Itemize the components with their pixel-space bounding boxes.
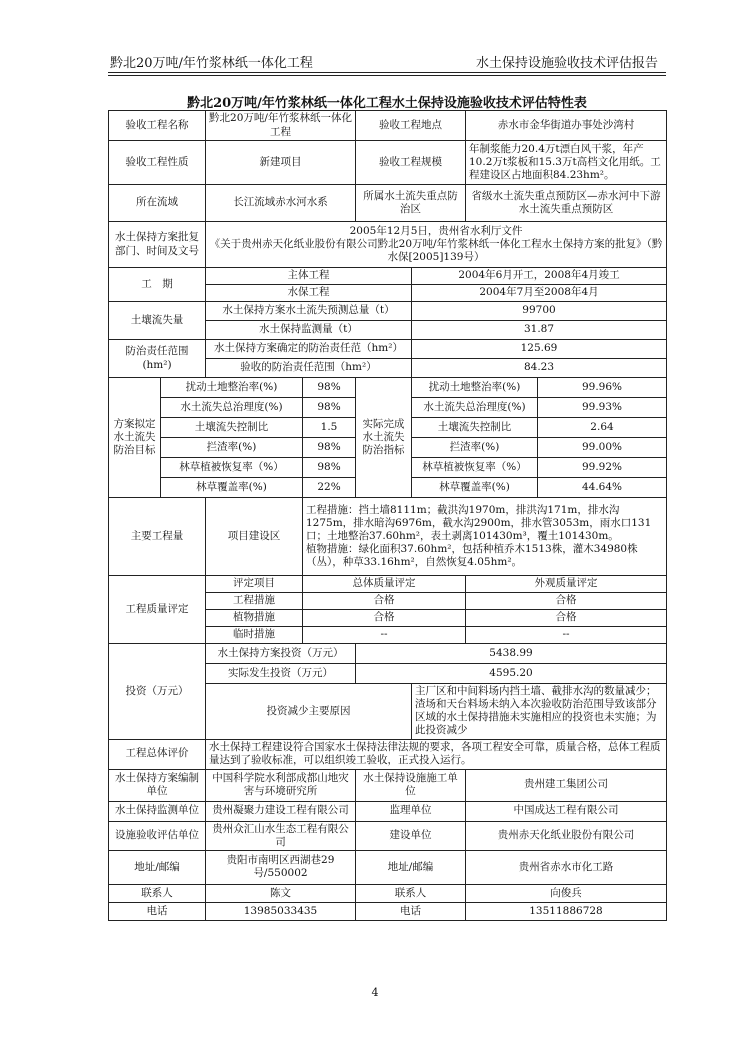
loss-pred-label: 水土保持方案水土流失预测总量（t）	[206, 302, 412, 321]
target-actual-value: 2.64	[538, 418, 667, 438]
table-row	[109, 498, 667, 576]
quality-overall: --	[303, 627, 466, 644]
supervise-value: 中国成达工程有限公司	[466, 801, 667, 821]
quantities-planting: 植物措施：绿化面积37.60hm²，包括种植乔木1513株，灌木34980株（丛），种草33.16hm²，自然恢复4.05hm²。	[306, 543, 638, 569]
assess-label: 设施验收评估单位	[109, 821, 206, 850]
quality-col-overall: 总体质量评定	[303, 576, 466, 593]
site-label: 验收工程地点	[356, 111, 466, 141]
quantities-engineering: 工程措施：挡土墙8111m；截洪沟1970m，排洪沟171m，排水沟1275m，排水暗沟6976m，截水沟2900m，排水管3053m，雨水口131口；土地整治37.60hm²，表土剥离101430m³，覆土101430m。	[306, 503, 652, 542]
basin-label: 所在流域	[109, 185, 206, 222]
approval-label: 水土保持方案批复部门、时间及文号	[109, 222, 206, 268]
table-row	[109, 302, 667, 321]
zone-value: 省级水土流失重点预防区—赤水河中下游水土流失重点预防区	[466, 185, 667, 222]
period-main-label: 主体工程	[206, 268, 412, 285]
target-plan-value: 98%	[303, 438, 356, 458]
builder-label: 建设单位	[356, 821, 466, 850]
target-name: 扰动土地整治率(%)	[161, 378, 303, 398]
evaluation-label: 工程总体评价	[109, 739, 206, 769]
resp-plan-value: 125.69	[412, 340, 667, 359]
assess-value: 贵州众汇山水生态工程有限公司	[206, 821, 356, 850]
supervise-label: 监理单位	[356, 801, 466, 821]
loss-mon-value: 31.87	[412, 321, 667, 340]
address-value: 贵阳市南明区西湖巷29号/550002	[206, 850, 356, 884]
target-actual-value: 44.64%	[538, 478, 667, 498]
contact-label: 联系人	[109, 884, 206, 902]
quality-appearance: 合格	[466, 610, 667, 627]
basin-value: 长江流域赤水河水系	[206, 185, 356, 222]
header-left-title: 黔北20万吨/年竹浆林纸一体化工程	[110, 56, 313, 71]
table-row	[109, 884, 667, 902]
quality-col-item: 评定项目	[206, 576, 303, 593]
table-row	[109, 222, 667, 268]
header-right-title: 水土保持设施验收技术评估报告	[475, 56, 658, 71]
contact2-label: 联系人	[356, 884, 466, 902]
period-main-value: 2004年6月开工，2008年4月竣工	[412, 268, 667, 285]
phone-value: 13985033435	[206, 902, 356, 920]
loss-pred-value: 99700	[412, 302, 667, 321]
resp-label: 防治责任范围(hm²)	[109, 340, 206, 378]
loss-label: 土壤流失量	[109, 302, 206, 340]
table-row	[109, 739, 667, 769]
header-rule	[108, 72, 666, 73]
nature-value: 新建项目	[206, 141, 356, 185]
target-plan-value: 98%	[303, 378, 356, 398]
table-row	[109, 111, 667, 141]
phone-label: 电话	[109, 902, 206, 920]
table-row	[109, 644, 667, 664]
quality-appearance: --	[466, 627, 667, 644]
characteristics-table	[108, 110, 667, 921]
target-plan-value: 22%	[303, 478, 356, 498]
monitor-value: 贵州凝聚力建设工程有限公司	[206, 801, 356, 821]
target-actual-value: 99.93%	[538, 398, 667, 418]
target-name: 林草植被恢复率（%）	[161, 458, 303, 478]
period-swc-value: 2004年7月至2008年4月	[412, 285, 667, 302]
target-name: 水土流失总治理度(%)	[161, 398, 303, 418]
approval-value	[206, 222, 667, 268]
quantities-value	[303, 498, 667, 576]
table-row	[109, 141, 667, 185]
name-label: 验收工程名称	[109, 111, 206, 141]
address2-value: 贵州省赤水市化工路	[466, 850, 667, 884]
target-name: 土壤流失控制比	[161, 418, 303, 438]
table-row	[109, 902, 667, 920]
quantities-label: 主要工程量	[109, 498, 206, 576]
loss-mon-label: 水土保持监测量（t）	[206, 321, 412, 340]
approval-line1: 2005年12月5日，贵州省水利厅文件	[349, 224, 523, 237]
target-plan-value: 98%	[303, 398, 356, 418]
quality-overall: 合格	[303, 593, 466, 610]
construct-unit-label: 水土保持设施施工单位	[356, 769, 466, 801]
phone2-label: 电话	[356, 902, 466, 920]
quality-item: 工程措施	[206, 593, 303, 610]
targets-actual-label: 实际完成水土流失防治指标	[356, 378, 412, 498]
resp-acc-value: 84.23	[412, 359, 667, 378]
address-label: 地址/邮编	[109, 850, 206, 884]
target-plan-value: 1.5	[303, 418, 356, 438]
table-row	[109, 769, 667, 801]
investment-reason-value: 主厂区和中间料场内挡土墙、截排水沟的数量减少；渣场和天台料场未纳入本次验收防治范围导致该部分区域的水土保持措施未实施相应的投资也未实施；为此投资减少	[412, 684, 667, 740]
target-actual-value: 99.96%	[538, 378, 667, 398]
evaluation-value: 水土保持工程建设符合国家水土保持法律法规的要求，各项工程安全可靠，质量合格，总体工程质量达到了验收标准，可以组织竣工验收，正式投入运行。	[206, 739, 667, 769]
resp-acc-label: 验收的防治责任范围（hm²）	[206, 359, 412, 378]
investment-actual-label: 实际发生投资（万元）	[206, 664, 356, 684]
quality-col-appearance: 外观质量评定	[466, 576, 667, 593]
table-row	[109, 821, 667, 850]
header-rule-thin	[108, 75, 666, 76]
target-plan-value: 98%	[303, 458, 356, 478]
target-actual-value: 99.92%	[538, 458, 667, 478]
investment-reason-label: 投资减少主要原因	[206, 684, 412, 740]
target-actual-name: 土壤流失控制比	[412, 418, 538, 438]
investment-plan-value: 5438.99	[356, 644, 667, 664]
investment-label: 投资（万元）	[109, 644, 206, 740]
quality-appearance: 合格	[466, 593, 667, 610]
quality-overall: 合格	[303, 610, 466, 627]
quantities-area-label: 项目建设区	[206, 498, 303, 576]
period-swc-label: 水保工程	[206, 285, 412, 302]
quality-item: 植物措施	[206, 610, 303, 627]
target-name: 林草覆盖率(%)	[161, 478, 303, 498]
approval-line2: 《关于贵州赤天化纸业股份有限公司黔北20万吨/年竹浆林纸一体化工程水土保持方案的批复》（黔水保[2005]139号）	[209, 237, 663, 264]
target-actual-name: 水土流失总治理度(%)	[412, 398, 538, 418]
scale-label: 验收工程规模	[356, 141, 466, 185]
target-actual-name: 拦渣率(%)	[412, 438, 538, 458]
resp-plan-label: 水土保持方案确定的防治责任范（hm²）	[206, 340, 412, 359]
name-value: 黔北20万吨/年竹浆林纸一体化工程	[206, 111, 356, 141]
table-row	[109, 185, 667, 222]
table-row	[109, 576, 667, 593]
contact2-value: 向俊兵	[466, 884, 667, 902]
site-value: 赤水市金华街道办事处沙湾村	[466, 111, 667, 141]
table-title: 黔北20万吨/年竹浆林纸一体化工程水土保持设施验收技术评估特性表	[187, 96, 587, 111]
address2-label: 地址/邮编	[356, 850, 466, 884]
page-number: 4	[371, 986, 379, 999]
table-row	[109, 378, 667, 398]
targets-plan-label: 方案拟定水土流失防治目标	[109, 378, 161, 498]
contact-value: 陈文	[206, 884, 356, 902]
table-row	[109, 850, 667, 884]
table-row	[109, 268, 667, 285]
target-actual-value: 99.00%	[538, 438, 667, 458]
zone-label: 所属水土流失重点防治区	[356, 185, 466, 222]
builder-value: 贵州赤天化纸业股份有限公司	[466, 821, 667, 850]
plan-unit-label: 水土保持方案编制单位	[109, 769, 206, 801]
investment-actual-value: 4595.20	[356, 664, 667, 684]
target-actual-name: 扰动土地整治率(%)	[412, 378, 538, 398]
table-row	[109, 801, 667, 821]
construct-unit-value: 贵州建工集团公司	[466, 769, 667, 801]
period-label: 工 期	[109, 268, 206, 302]
quality-item: 临时措施	[206, 627, 303, 644]
investment-plan-label: 水土保持方案投资（万元）	[206, 644, 356, 664]
table-row	[109, 340, 667, 359]
target-name: 拦渣率(%)	[161, 438, 303, 458]
phone2-value: 13511886728	[466, 902, 667, 920]
target-actual-name: 林草覆盖率(%)	[412, 478, 538, 498]
scale-value: 年制浆能力20.4万t漂白风干浆，年产10.2万t浆板和15.3万t高档文化用纸。工程建设区占地面积84.23hm²。	[466, 141, 667, 185]
plan-unit-value: 中国科学院水利部成都山地灾害与环境研究所	[206, 769, 356, 801]
monitor-label: 水土保持监测单位	[109, 801, 206, 821]
target-actual-name: 林草植被恢复率（%）	[412, 458, 538, 478]
nature-label: 验收工程性质	[109, 141, 206, 185]
quality-label: 工程质量评定	[109, 576, 206, 644]
